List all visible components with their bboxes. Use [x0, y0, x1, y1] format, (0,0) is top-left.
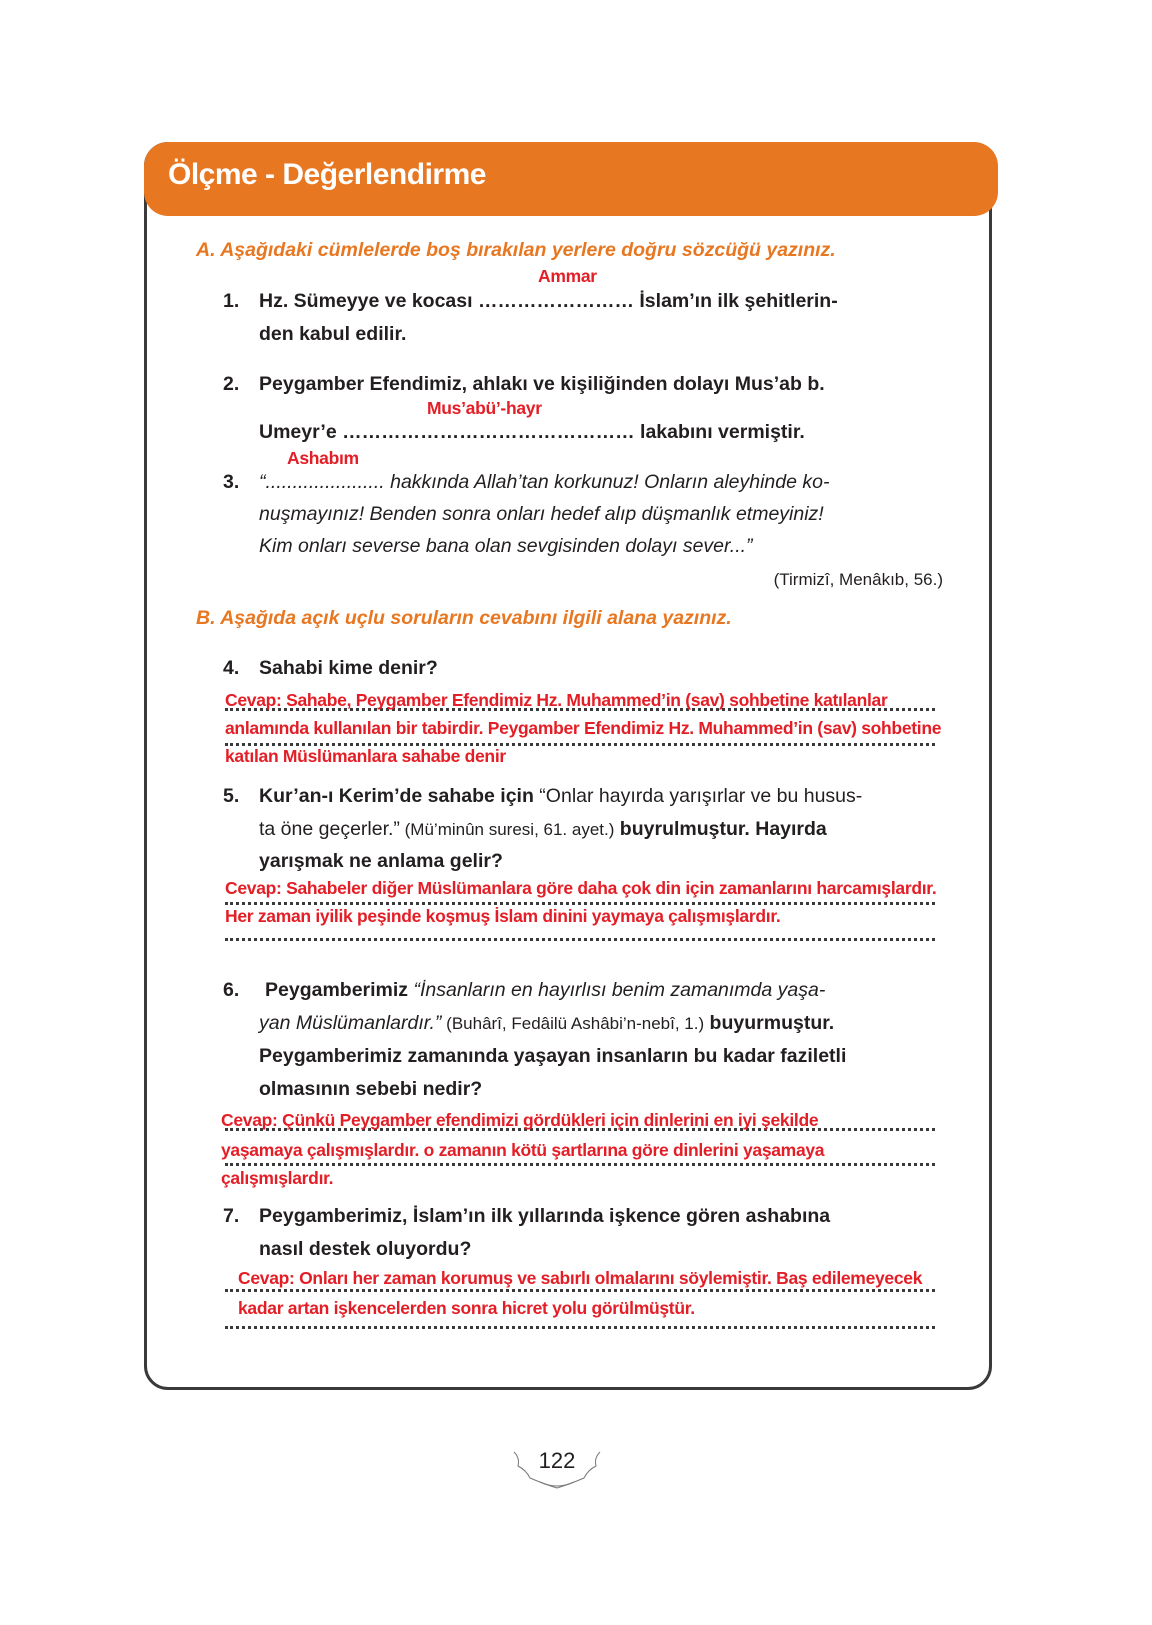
q6-text-b: buyurmuştur. [704, 1012, 835, 1034]
q6-number: 6. [223, 979, 240, 1001]
q3-answer: Ashabım [287, 448, 359, 468]
q1-line2: den kabul edilir. [259, 323, 407, 345]
answer-line [225, 1163, 935, 1166]
q3-line1: “...................... hakkında Allah’tan korkunuz! Onların aleyhinde ko- [259, 471, 830, 493]
answer-line [225, 1326, 935, 1329]
q3-number: 3. [223, 471, 240, 493]
q2-answer: Mus’abü’-hayr [427, 398, 542, 418]
answer-line [225, 902, 935, 905]
q6-answer-line1: Cevap: Çünkü Peygamber efendimizi gördükleri için dinlerini en iyi şekilde [221, 1110, 819, 1130]
page-number-badge [510, 1440, 604, 1490]
q1-text-a: Hz. Sümeyye ve kocası …………………… [259, 290, 634, 312]
q5-text-a: Kur’an-ı Kerim’de sahabe için [259, 785, 534, 807]
q6-line1 [265, 978, 825, 1002]
q5-line1 [259, 784, 862, 808]
q6-quote-a: “İnsanların en hayırlısı benim zamanımda yaşa- [408, 979, 826, 1001]
q7-line2: nasıl destek oluyordu? [259, 1238, 472, 1260]
page-number: 122 [538, 1448, 576, 1473]
q7-answer-line2: kadar artan işkencelerden sonra hicret yolu görülmüştür. [238, 1298, 695, 1318]
q4-line1: Sahabi kime denir? [259, 657, 438, 679]
q1-line1 [259, 289, 838, 313]
q3-line2: nuşmayınız! Benden sonra onları hedef alıp düşmanlık etmeyiniz! [259, 503, 824, 525]
q1-text-b: İslam’ın ilk şehitlerin- [633, 290, 838, 312]
q2-text-a: Umeyr’e ……………………………………… [259, 421, 635, 443]
section-a-heading: A. Aşağıdaki cümlelerde boş bırakılan yerlere doğru sözcüğü yazınız. [196, 239, 836, 261]
q5-answer-line1: Cevap: Sahabeler diğer Müslümanlara göre daha çok din için zamanlarını harcamışlardır. [225, 878, 937, 898]
q3-citation: (Tirmizî, Menâkıb, 56.) [773, 570, 943, 589]
q1-number: 1. [223, 290, 240, 312]
q5-text-b: “Onlar hayırda yarışırlar ve bu husus- [533, 785, 863, 807]
q6-text-a: Peygamberimiz [265, 979, 409, 1001]
q4-number: 4. [223, 657, 240, 679]
q2-number: 2. [223, 373, 240, 395]
q7-number: 7. [223, 1205, 240, 1227]
q6-answer-line3: çalışmışlardır. [221, 1168, 334, 1188]
answer-line [225, 938, 935, 941]
q4-answer-line2: anlamında kullanılan bir tabirdir. Peygamber Efendimiz Hz. Muhammed’in (sav) sohbetine [225, 718, 942, 738]
q5-text-c: ta öne geçerler.” [259, 818, 400, 840]
q5-text-d: buyrulmuştur. Hayırda [614, 818, 827, 840]
q5-line2 [259, 817, 827, 842]
q7-line1: Peygamberimiz, İslam’ın ilk yıllarında işkence gören ashabına [259, 1205, 831, 1227]
q5-answer-line2: Her zaman iyilik peşinde koşmuş İslam dinini yaymaya çalışmışlardır. [225, 906, 781, 926]
section-b-heading: B. Aşağıda açık uçlu soruların cevabını ilgili alana yazınız. [196, 607, 732, 629]
q4-answer-line3: katılan Müslümanlara sahabe denir [225, 746, 506, 766]
q2-line2 [259, 420, 805, 444]
answer-line [225, 1289, 935, 1292]
q6-line3: Peygamberimiz zamanında yaşayan insanların bu kadar faziletli [259, 1045, 847, 1067]
q6-quote-b: yan Müslümanlardır.” [259, 1012, 442, 1034]
page-title: Ölçme - Değerlendirme [168, 158, 486, 191]
q7-answer-line1: Cevap: Onları her zaman korumuş ve sabırlı olmalarını söylemiştir. Baş edilemeyecek [238, 1268, 923, 1288]
q5-number: 5. [223, 785, 240, 807]
header-banner [144, 142, 998, 216]
q6-answer-line2: yaşamaya çalışmışlardır. o zamanın kötü şartlarına göre dinlerini yaşamaya [221, 1140, 825, 1160]
q2-text-b: lakabını vermiştir. [634, 421, 805, 443]
q6-citation: (Buhârî, Fedâilü Ashâbi’n-nebî, 1.) [441, 1014, 705, 1033]
q5-citation: (Mü’minûn suresi, 61. ayet.) [399, 820, 615, 839]
q2-line1: Peygamber Efendimiz, ahlakı ve kişiliğinden dolayı Mus’ab b. [259, 373, 825, 395]
q3-line3: Kim onları severse bana olan sevgisinden dolayı sever...” [259, 535, 753, 557]
q5-line3: yarışmak ne anlama gelir? [259, 850, 503, 872]
q4-answer-line1: Cevap: Sahabe, Peygamber Efendimiz Hz. Muhammed’in (sav) sohbetine katılanlar [225, 690, 888, 710]
q1-answer: Ammar [538, 266, 597, 286]
q6-line2 [259, 1011, 834, 1036]
q6-line4: olmasının sebebi nedir? [259, 1078, 483, 1100]
